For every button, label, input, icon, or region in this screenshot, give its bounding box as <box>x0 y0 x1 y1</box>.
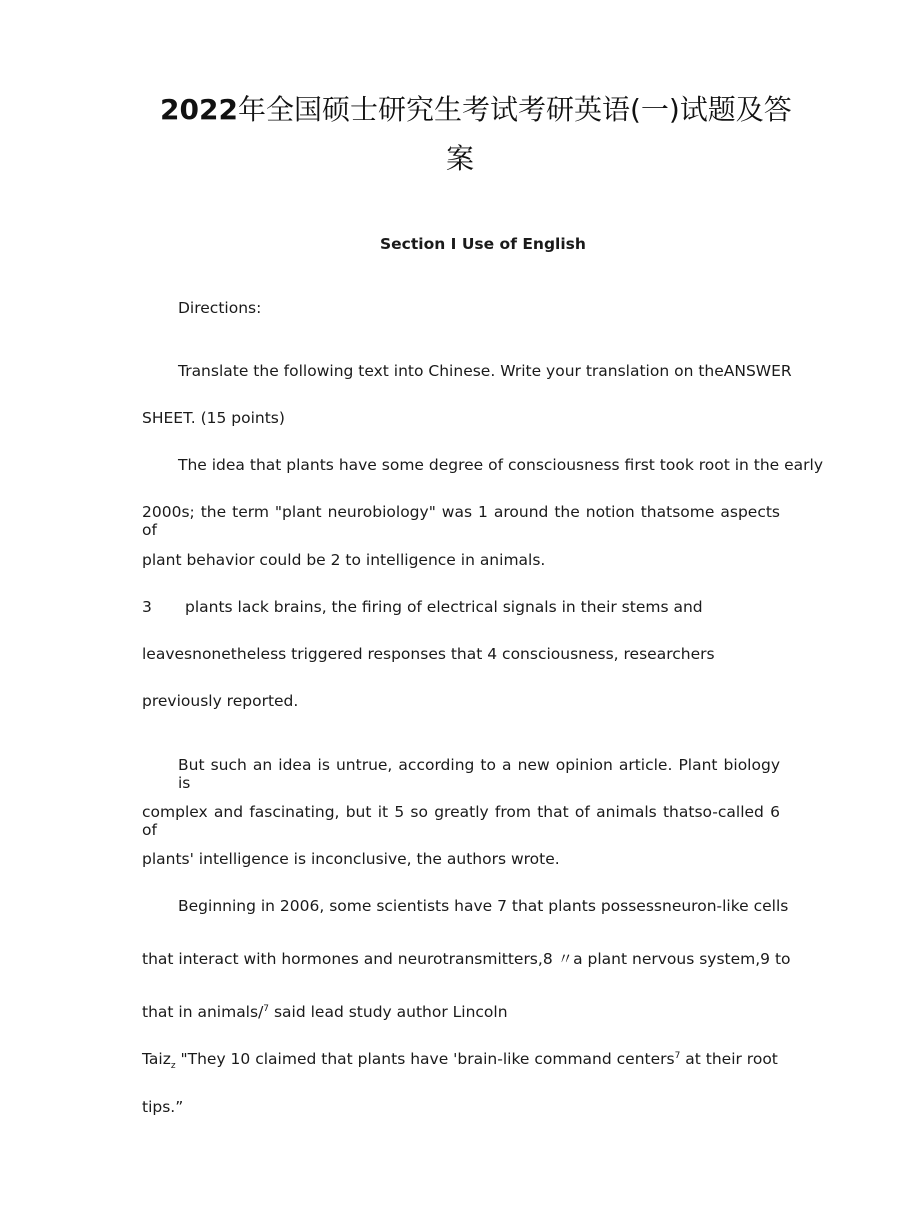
text-line: Taiz$_z$ "They 10 claimed that plants have 'brain-like command centers$^7$ at their root <box>142 1050 778 1072</box>
question-number: 3 <box>142 598 152 616</box>
document-title-line-1 <box>160 88 792 128</box>
text-line: SHEET. (15 points) <box>142 409 285 427</box>
directions-label: Directions: <box>178 299 262 317</box>
subscript: z <box>170 1061 176 1072</box>
title-text: 年全国硕士研究生考试考研英语(一)试题及答 <box>237 93 792 126</box>
text-line: Translate the following text into Chinese. Write your translation on theANSWER <box>178 362 792 380</box>
text-line: Beginning in 2006, some scientists have 7 that plants possessneuron-like cells <box>178 897 789 915</box>
text-line: 2000s; the term "plant neurobiology" was 1 around the notion thatsome aspects of <box>142 503 780 539</box>
text-line: plant behavior could be 2 to intelligence in animals. <box>142 551 546 569</box>
document-title-line-2: 案 <box>446 142 475 175</box>
text-line: previously reported. <box>142 692 299 710</box>
text-line: plants' intelligence is inconclusive, the authors wrote. <box>142 850 560 868</box>
superscript: 7 <box>263 1003 270 1014</box>
text-line: tips.” <box>142 1098 184 1116</box>
text-line: that interact with hormones and neurotransmitters,8 〃a plant nervous system,9 to <box>142 950 791 968</box>
text-line: But such an idea is untrue, according to a new opinion article. Plant biology is <box>178 756 780 792</box>
title-year: 2022 <box>160 93 238 126</box>
text-line: plants lack brains, the firing of electrical signals in their stems and <box>185 598 703 616</box>
text-line: that in animals/$^7$ said lead study author Lincoln <box>142 1003 508 1021</box>
text-line: complex and fascinating, but it 5 so greatly from that of animals thatso-called 6 of <box>142 803 780 839</box>
section-heading: Section I Use of English <box>380 235 586 253</box>
superscript: 7 <box>674 1050 681 1061</box>
text-line: leavesnonetheless triggered responses that 4 consciousness, researchers <box>142 645 715 663</box>
text-line: The idea that plants have some degree of consciousness first took root in the early <box>178 456 824 474</box>
